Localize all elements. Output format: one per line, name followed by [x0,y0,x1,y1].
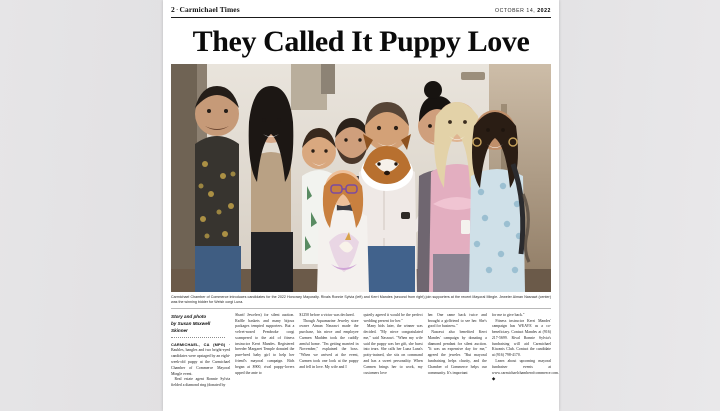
byline-line-3: Skinner [171,328,188,334]
story-column-3 [299,313,358,389]
byline-line-1: Story and photo [171,313,207,319]
story-column-1 [171,313,230,389]
issue-date-text: OCTOBER 14, [494,8,536,14]
folio-separator: · [175,5,179,14]
issue-year: 2022 [537,8,551,14]
paragraph: for me to give back." [491,312,525,317]
paragraph: Though Aquamarine Jewelry store owner Aiman Nasrawi made the purchase, his niece and employee Carmen Madden took the cuddly armful home. "I'm getting married in November," explained the boss. "When we arrived at the event, Carmen took one look at the puppy and fell in love. My wife and I [299,318,359,369]
paragraph: Real estate agent Ronnie Sylvia fielded a diamond ring (donated by [171,377,231,388]
newspaper-page [163,0,559,411]
photo-caption: Carmichael Chamber of Commerce introduces candidates for the 2022 Honorary Mayoralty. Rivals Ronnie Sylvia (left) and Kerri Mandes (second from right) join supporters at the recent Mayoral Mingle. Jeweler Aiman Nasrawi (center) was the winning bidder for Welsh corgi Luna. [171,294,551,304]
photo-wrap [171,64,551,292]
byline-rule [171,337,225,338]
paragraph: Many bids later, the winner was decided. "My niece congratulated me," said Nasrawi. "When my wife said the puppy was her gift, she burst into tears. She calls her Luna Luna's potty-trained, she sits on command and has a sweet personality. When Carmen brings her to work, my customers love [363,324,423,375]
paragraph-text: Learn about upcoming mayoral fundraiser events at www.carmichaelchamberofcommerce.com. [491,359,559,375]
paragraph: quietly agreed it would be the perfect wedding present for her." [363,312,423,323]
paragraph: Sharif Jewelers) for silent auction. Raffle baskets and many bijoux packages tempted supporters. But a velvet-nosed Pembroke corgi scampered to the aid of fitness instructor Kerri Mandes. Registered breeder Margaret Temple donated the pure-bred baby girl to help her friend's mayoral campaign. Bids began at $900, rival puppy-lovers upped the ante to [235,312,295,375]
caption-rule [171,308,551,309]
end-mark: ◆ [491,376,496,382]
byline [171,313,230,334]
paragraph: Nasrawi also benefited Kerri Mandes' campaign by donating a diamond pendant for silent auction. "It was an expensive day for me," agreed the jeweler. "But mayoral fundraising helps charity, and the Chamber of Commerce helps our community. It's important [427,330,487,375]
article-body [171,312,559,389]
story-column-2 [235,313,294,389]
publication-name: Carmichael Times [179,5,240,14]
paragraph [491,359,559,383]
page-number: 2 [171,5,175,14]
story-dateline: CARMICHAEL, CA (MPG) [171,341,226,347]
issue-date [495,8,551,14]
article-photo [171,64,551,292]
photo-illustration [171,64,551,292]
paragraph: her. One came back twice and brought a girlfriend to see her. She's good for business." [427,312,487,329]
story-column-5 [428,313,487,389]
paragraph [171,342,230,378]
paragraph: $1250 before a victor was declared. [299,312,355,317]
paragraph-text: - Baubles, bangles and two bright-eyed candidates were upstaged by an eight-week-old puppy at the Carmichael Chamber of Commerce Mayoral Mingle event. [171,342,231,376]
article-headline: They Called It Puppy Love [192,25,530,58]
story-column-6 [491,312,559,389]
masthead [171,5,551,18]
byline-line-2: by Susan Maxwell [171,320,211,326]
paragraph: Fitness instructor Kerri Mandes' campaign has WEAVE as a co-beneficiary. Contact Mandes at (916) 217-5699. Rival Ronnie Sylvia's fundraising will aid Carmichael Kiwanis Club. Contact the candidate at (916) 798-4170. [491,318,552,358]
story-column-4 [364,313,423,389]
folio-left [171,5,240,14]
